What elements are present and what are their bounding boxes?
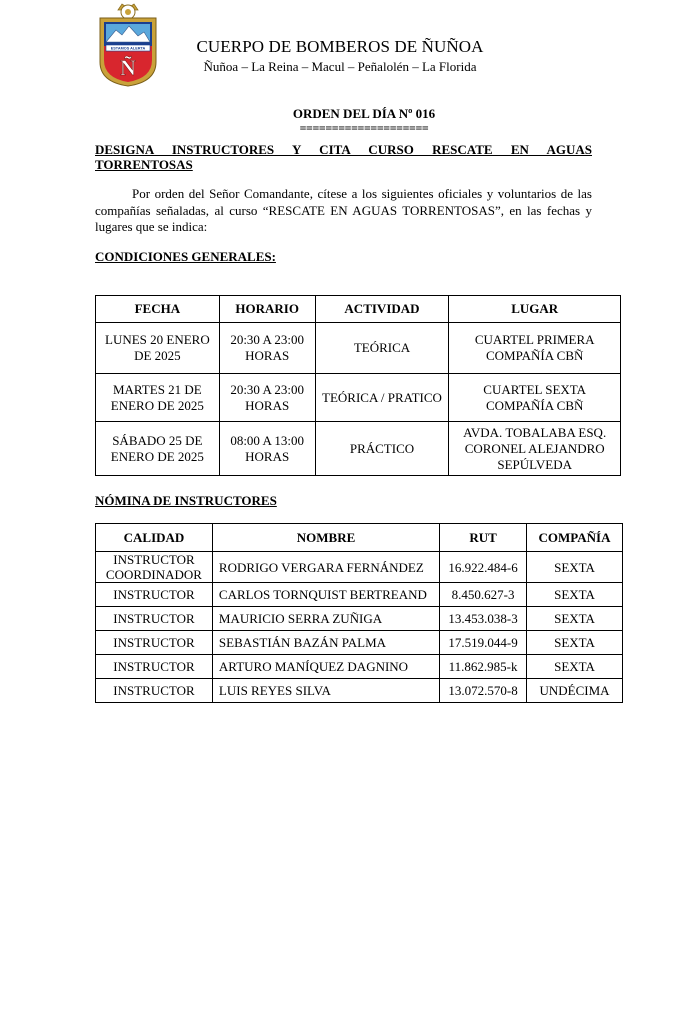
instructor-rut: 8.450.627-3	[440, 583, 527, 607]
conditions-title: CONDICIONES GENERALES:	[95, 249, 276, 264]
instructor-row	[96, 607, 623, 631]
instructor-calidad: INSTRUCTOR	[96, 679, 213, 703]
instructors-table	[95, 523, 623, 703]
instructor-calidad: INSTRUCTOR	[96, 607, 213, 631]
schedule-lugar: CUARTEL SEXTA COMPAÑÍA CBÑ	[449, 374, 621, 422]
schedule-horario: 20:30 A 23:00 HORAS	[219, 323, 315, 374]
order-title-rule: ====================	[299, 121, 429, 135]
instructor-row	[96, 552, 623, 583]
instructor-row	[96, 583, 623, 607]
schedule-header-lugar: LUGAR	[449, 296, 621, 323]
instructors-header-compania: COMPAÑÍA	[527, 524, 623, 552]
schedule-horario: 08:00 A 13:00 HORAS	[219, 422, 315, 476]
schedule-row	[96, 374, 621, 422]
schedule-actividad: TEÓRICA / PRATICO	[315, 374, 449, 422]
schedule-row	[96, 422, 621, 476]
instructor-rut: 11.862.985-k	[440, 655, 527, 679]
instructor-row	[96, 679, 623, 703]
instructors-header-rut: RUT	[440, 524, 527, 552]
subject-line-2: TORRENTOSAS	[95, 157, 193, 172]
instructor-nombre: SEBASTIÁN BAZÁN PALMA	[212, 631, 439, 655]
instructor-rut: 13.453.038-3	[440, 607, 527, 631]
organization-name: CUERPO DE BOMBEROS DE ÑUÑOA	[196, 37, 484, 56]
instructor-compania: SEXTA	[527, 552, 623, 583]
schedule-lugar: AVDA. TOBALABA ESQ. CORONEL ALEJANDRO SEPÚLVEDA	[449, 422, 621, 476]
organization-communes: Ñuñoa – La Reina – Macul – Peñalolén – La Florida	[203, 59, 477, 74]
instructor-compania: SEXTA	[527, 631, 623, 655]
instructor-nombre: MAURICIO SERRA ZUÑIGA	[212, 607, 439, 631]
schedule-table	[95, 295, 621, 476]
instructor-compania: SEXTA	[527, 583, 623, 607]
instructors-header-calidad: CALIDAD	[96, 524, 213, 552]
schedule-horario: 20:30 A 23:00 HORAS	[219, 374, 315, 422]
instructor-calidad: INSTRUCTOR	[96, 655, 213, 679]
logo-letter: Ñ	[120, 55, 136, 80]
instructor-nombre: CARLOS TORNQUIST BERTREAND	[212, 583, 439, 607]
fire-department-shield-logo	[96, 2, 160, 88]
schedule-header-row	[96, 296, 621, 323]
instructor-compania: SEXTA	[527, 607, 623, 631]
instructor-nombre: ARTURO MANÍQUEZ DAGNINO	[212, 655, 439, 679]
instructor-calidad: INSTRUCTOR COORDINADOR	[96, 552, 213, 583]
schedule-fecha: MARTES 21 DE ENERO DE 2025	[96, 374, 220, 422]
instructor-compania: UNDÉCIMA	[527, 679, 623, 703]
schedule-lugar: CUARTEL PRIMERA COMPAÑÍA CBÑ	[449, 323, 621, 374]
schedule-actividad: TEÓRICA	[315, 323, 449, 374]
intro-paragraph: Por orden del Señor Comandante, cítese a los siguientes oficiales y voluntarios de las compañías señaladas, al curso “RESCATE EN AGUAS TORRENTOSAS”, en las fechas y lugares que se indica:	[95, 186, 592, 234]
instructor-rut: 17.519.044-9	[440, 631, 527, 655]
instructor-row	[96, 655, 623, 679]
instructors-title: NÓMINA DE INSTRUCTORES	[95, 493, 277, 508]
schedule-header-fecha: FECHA	[96, 296, 220, 323]
order-title: ORDEN DEL DÍA Nº 016	[292, 106, 436, 121]
schedule-actividad: PRÁCTICO	[315, 422, 449, 476]
instructor-calidad: INSTRUCTOR	[96, 583, 213, 607]
logo-banner-text: ESTAMOS ALERTA	[110, 46, 146, 51]
instructor-nombre: RODRIGO VERGARA FERNÁNDEZ	[212, 552, 439, 583]
subject-line-1: DESIGNA INSTRUCTORES Y CITA CURSO RESCATE EN AGUAS	[95, 142, 592, 157]
schedule-fecha: SÁBADO 25 DE ENERO DE 2025	[96, 422, 220, 476]
instructor-calidad: INSTRUCTOR	[96, 631, 213, 655]
schedule-header-actividad: ACTIVIDAD	[315, 296, 449, 323]
instructor-rut: 13.072.570-8	[440, 679, 527, 703]
instructor-compania: SEXTA	[527, 655, 623, 679]
schedule-fecha: LUNES 20 ENERO DE 2025	[96, 323, 220, 374]
instructor-row	[96, 631, 623, 655]
instructor-nombre: LUIS REYES SILVA	[212, 679, 439, 703]
instructor-rut: 16.922.484-6	[440, 552, 527, 583]
instructors-header-nombre: NOMBRE	[212, 524, 439, 552]
instructors-header-row	[96, 524, 623, 552]
schedule-row	[96, 323, 621, 374]
subject-heading	[95, 142, 592, 172]
schedule-header-horario: HORARIO	[219, 296, 315, 323]
